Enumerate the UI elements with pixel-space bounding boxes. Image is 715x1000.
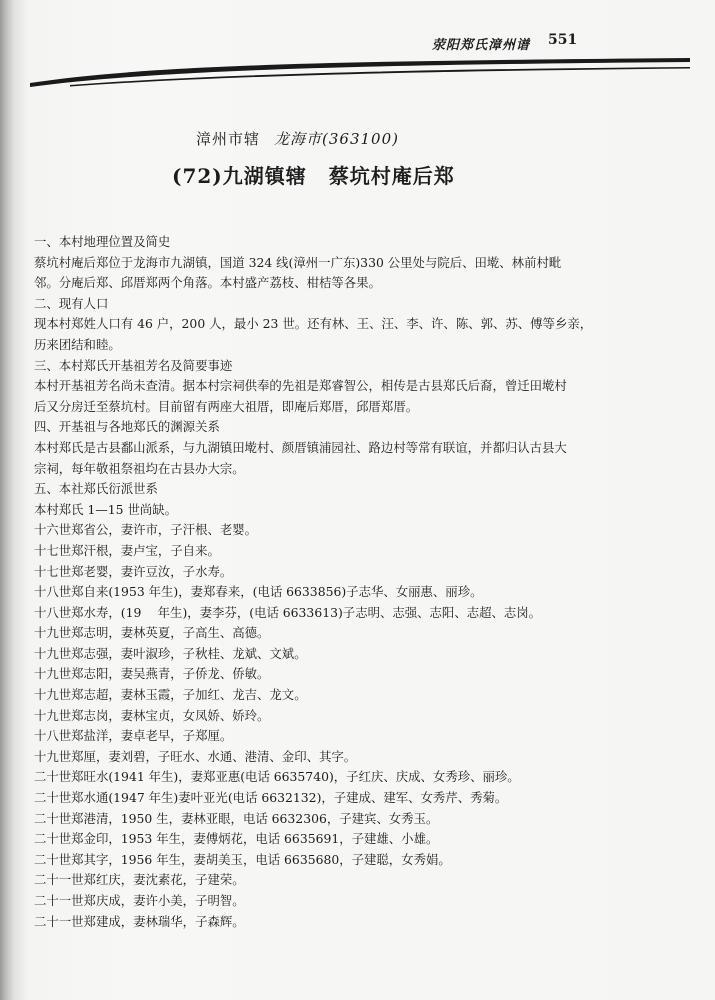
text-line: 一、本村地理位置及简史 (34, 234, 171, 249)
text-line: 十九世郑志岗，妻林宝贞，女凤娇、娇玲。 (34, 707, 270, 723)
text-line: 十九世郑志强，妻叶淑珍，子秋桂、龙斌、文斌。 (34, 645, 307, 661)
title-main: (72)九湖镇辖 (172, 164, 307, 188)
text-line: 十九世郑志阳，妻吴燕青，子侨龙、侨敏。 (34, 666, 270, 682)
text-line: 现本村郑姓人口有 46 户，200 人，最小 23 世。还有林、王、汪、李、许、陈、郭、苏、傅等乡亲， (34, 316, 593, 332)
text-line: 五、本社郑氏衍派世系 (34, 481, 158, 497)
header-swoosh-rule (30, 55, 690, 87)
text-line: 本村郑氏 1—15 世尚缺。 (34, 501, 178, 517)
running-header (420, 30, 710, 52)
text-line: 十八世郑自来(1953 年生)，妻郑春来，(电话 6633856)子志华、女丽惠、丽珍。 (34, 584, 483, 600)
text-line: 本村开基祖芳名尚未查清。据本村宗祠供奉的先祖是郑睿智公，相传是古县郑氏后裔，曾迁田墘村 (34, 378, 567, 394)
text-line: 二十一世郑建成，妻林瑞华，子森辉。 (34, 913, 245, 929)
text-line: 二十世郑水通(1947 年生)妻叶亚光(电话 6632132)，子建成、建军、女秀芹、秀菊。 (34, 790, 508, 806)
text-line: 四、开基祖与各地郑氏的渊源关系 (34, 419, 220, 435)
text-line: 宗祠，每年敬祖祭祖均在古县办大宗。 (34, 460, 245, 476)
text-line: 十九世郑志明，妻林英夏，子高生、高德。 (34, 625, 270, 641)
city-label: 龙海市(363100) (274, 130, 399, 148)
text-line: 蔡坑村庵后郑位于龙海市九湖镇，国道 324 线(漳州一广东)330 公里处与院后、田墘、林前村毗 (34, 254, 562, 270)
text-line: 二十世郑港清，1950 生，妻林亚眼，电话 6632306，子建宾、女秀玉。 (34, 810, 439, 826)
section-title (172, 160, 455, 189)
text-line: 二十一世郑红庆，妻沈素花，子建荣。 (34, 872, 245, 888)
page-number: 551 (548, 32, 578, 48)
text-line: 二十世郑金印，1953 年生，妻傅炳花，电话 6635691，子建雄、小雄。 (34, 831, 439, 847)
section-subtitle (196, 128, 399, 149)
region-label: 漳州市辖 (196, 130, 261, 148)
title-village: 蔡坑村庵后郑 (328, 164, 455, 188)
text-line: 本村郑氏是古县鄱山派系，与九湖镇田墘村、颜厝镇浦园社、路边村等常有联谊，并都归认古县大 (34, 439, 567, 455)
text-line: 十七世郑汗根，妻卢宝，子自来。 (34, 542, 220, 558)
text-line: 十七世郑老婴，妻许豆汝，子水寿。 (34, 563, 233, 579)
text-line: 历来团结和睦。 (34, 336, 121, 352)
text-line: 十九世郑志超，妻林玉霞，子加红、龙吉、龙文。 (34, 687, 307, 703)
text-line: 十六世郑省公，妻许市，子汗根、老婴。 (34, 522, 258, 538)
book-gutter-shadow (0, 0, 26, 1000)
text-line: 后又分房迁至蔡坑村。目前留有两座大祖厝，即庵后郑厝，邱厝郑厝。 (34, 398, 419, 414)
text-line: 二、现有人口 (34, 295, 109, 311)
text-line: 十八世郑盐洋，妻卓老早，子郑厘。 (34, 728, 233, 744)
text-line: 邻。分庵后郑、邱厝郑两个角落。本村盛产荔枝、柑桔等各果。 (34, 275, 381, 291)
text-line: 十八世郑水寿，(19 年生)，妻李芬，(电话 6633613)子志明、志强、志阳、志超、志岗。 (34, 604, 542, 620)
text-line: 三、本村郑氏开基祖芳名及简要事迹 (34, 357, 233, 373)
text-line: 二十世郑其字，1956 年生，妻胡美玉，电话 6635680，子建聪，女秀娟。 (34, 851, 451, 867)
body-text (34, 232, 684, 932)
text-line: 二十一世郑庆成，妻许小美，子明智。 (34, 893, 245, 908)
text-line: 十九世郑厘，妻刘碧，子旺水、水通、港清、金印、其字。 (34, 748, 357, 764)
header-title: 荥阳郑氏漳州谱 (432, 38, 531, 53)
text-line: 二十世郑旺水(1941 年生)，妻郑亚惠(电话 6635740)，子红庆、庆成、女秀珍、丽珍。 (34, 769, 520, 785)
